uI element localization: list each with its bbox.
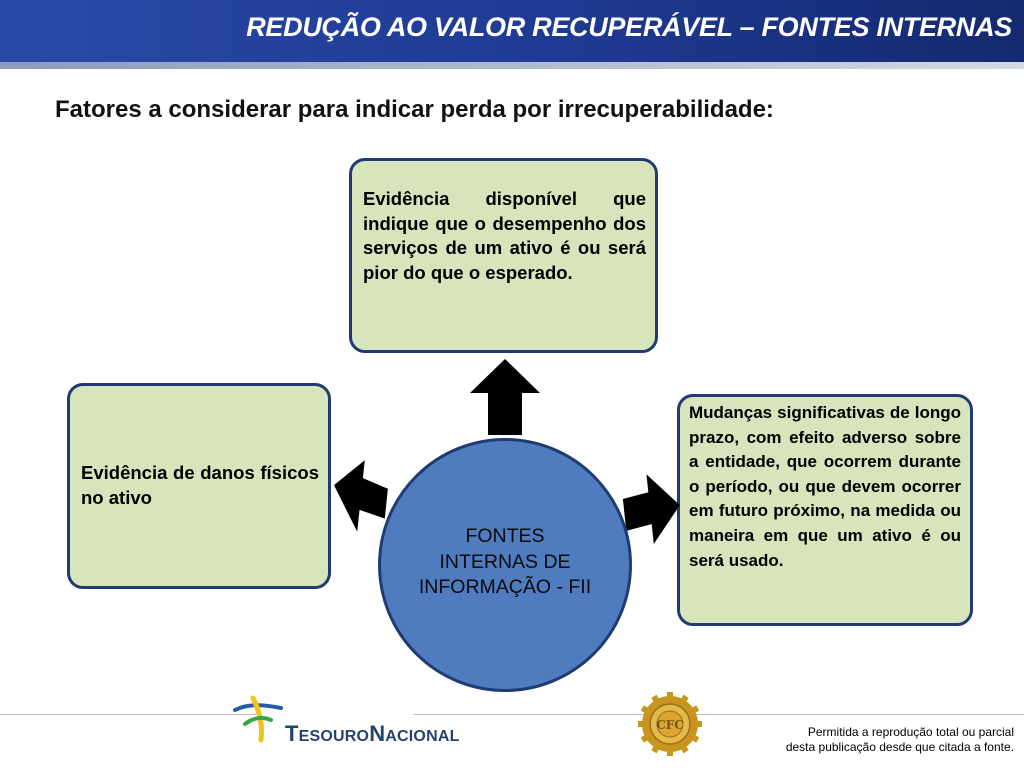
tesouro-nacional-logo-text (285, 721, 460, 747)
tesouro-logo-icon (231, 694, 289, 744)
header-stripe (0, 62, 1024, 69)
header-bar (0, 0, 1024, 62)
factor-box-left (67, 383, 331, 589)
logo-word-acional: ACIONAL (385, 728, 460, 745)
center-circle (378, 438, 632, 692)
footer-note-line1: Permitida a reprodução total ou parcial (807, 725, 1014, 739)
arrow-up-icon (468, 357, 542, 437)
factor-top-text: Evidência disponível que indique que o desempenho dos serviços de um ativo é ou será pior do que o esperado. (363, 188, 646, 283)
footer-note-line2: desta publicação desde que citada a fonte. (785, 739, 1014, 754)
factor-box-top (349, 158, 658, 353)
svg-text:CFC: CFC (656, 718, 684, 732)
logo-word-esouro: ESOURO (298, 728, 370, 745)
factor-box-right (677, 394, 973, 626)
footer-note (786, 725, 1014, 754)
footer-divider-left (0, 714, 262, 715)
factor-right-text: Mudanças significativas de longo prazo, com efeito adverso sobre a entidade, que ocorrem durante o período, ou que devem ocorrer em futuro próximo, na medida ou maneira em que um ativo é ou será usado. (689, 403, 961, 570)
arrow-left-icon (331, 458, 391, 534)
logo-letter-t: T (285, 721, 299, 746)
footer-divider-right (413, 714, 1024, 715)
center-label: FONTES INTERNAS DE INFORMAÇÃO - FII (418, 525, 592, 599)
logo-letter-n: N (369, 721, 386, 746)
slide-subtitle: Fatores a considerar para indicar perda por irrecuperabilidade: (55, 96, 774, 123)
slide-title: REDUÇÃO AO VALOR RECUPERÁVEL – FONTES INTERNAS (246, 12, 1012, 42)
factor-left-text: Evidência de danos físicos no ativo (81, 462, 319, 508)
cfc-seal-icon (637, 691, 703, 757)
arrow-right-icon (620, 470, 682, 546)
